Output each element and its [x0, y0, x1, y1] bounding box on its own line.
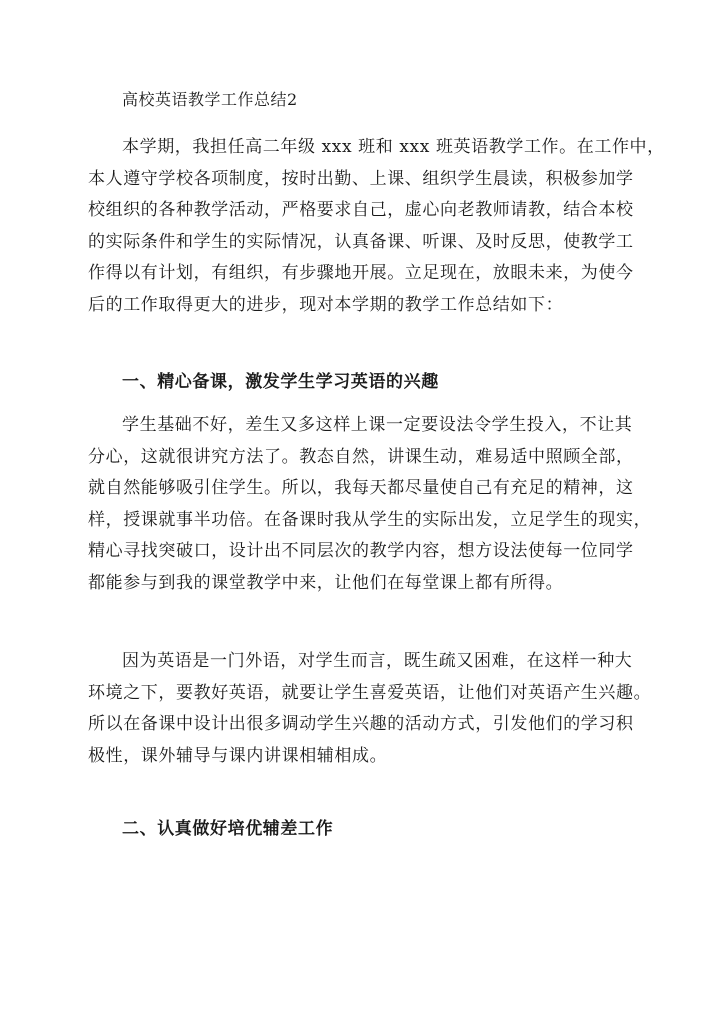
section-heading-1: 一、精心备课，激发学生学习英语的兴趣	[122, 372, 439, 392]
paragraph-interest	[88, 646, 652, 772]
paragraph-line: 因为英语是一门外语，对学生而言，既生疏又困难，在这样一种大	[122, 651, 633, 671]
paragraph-line: 校组织的各种教学活动，严格要求自己，虚心向老教师请教，结合本校	[88, 200, 634, 220]
paragraph-line: 作得以有计划，有组织，有步骤地开展。立足现在，放眼未来，为使今	[88, 263, 634, 283]
paragraph-line: 学生基础不好，差生又多这样上课一定要设法令学生投入，不让其	[122, 415, 633, 435]
paragraph-line: 都能参与到我的课堂教学中来，让他们在每堂课上都有所得。	[88, 572, 564, 593]
section-heading-2: 二、认真做好培优辅差工作	[122, 819, 334, 839]
document-title: 高校英语教学工作总结2	[122, 90, 298, 109]
paragraph-line: 就自然能够吸引住学生。所以，我每天都尽量使自己有充足的精神，这	[88, 478, 634, 498]
paragraph-line: 所以在备课中设计出很多调动学生兴趣的活动方式，引发他们的学习积	[88, 714, 634, 734]
paragraph-lesson-prep	[88, 410, 652, 599]
paragraph-line: 的实际条件和学生的实际情况，认真备课、听课、及时反思，使教学工	[88, 231, 634, 252]
paragraph-line: 精心寻找突破口，设计出不同层次的教学内容，想方设法使每一位同学	[88, 541, 634, 561]
paragraph-line: 环境之下，要教好英语，就要让学生喜爱英语，让他们对英语产生兴趣。	[88, 682, 652, 703]
paragraph-line: 本人遵守学校各项制度，按时出勤、上课、组织学生晨读，积极参加学	[88, 168, 634, 189]
paragraph-line: 分心，这就很讲究方法了。教态自然，讲课生动，难易适中照顾全部，	[88, 446, 634, 467]
paragraph-intro	[88, 132, 665, 321]
paragraph-line: 后的工作取得更大的进步，现对本学期的教学工作总结如下：	[88, 294, 564, 315]
paragraph-line: 本学期，我担任高二年级 xxx 班和 xxx 班英语教学工作。在工作中，	[122, 137, 665, 157]
paragraph-line: 极性，课外辅导与课内讲课相辅相成。	[88, 745, 388, 766]
paragraph-line: 样，授课就事半功倍。在备课时我从学生的实际出发，立足学生的现实，	[88, 509, 652, 530]
